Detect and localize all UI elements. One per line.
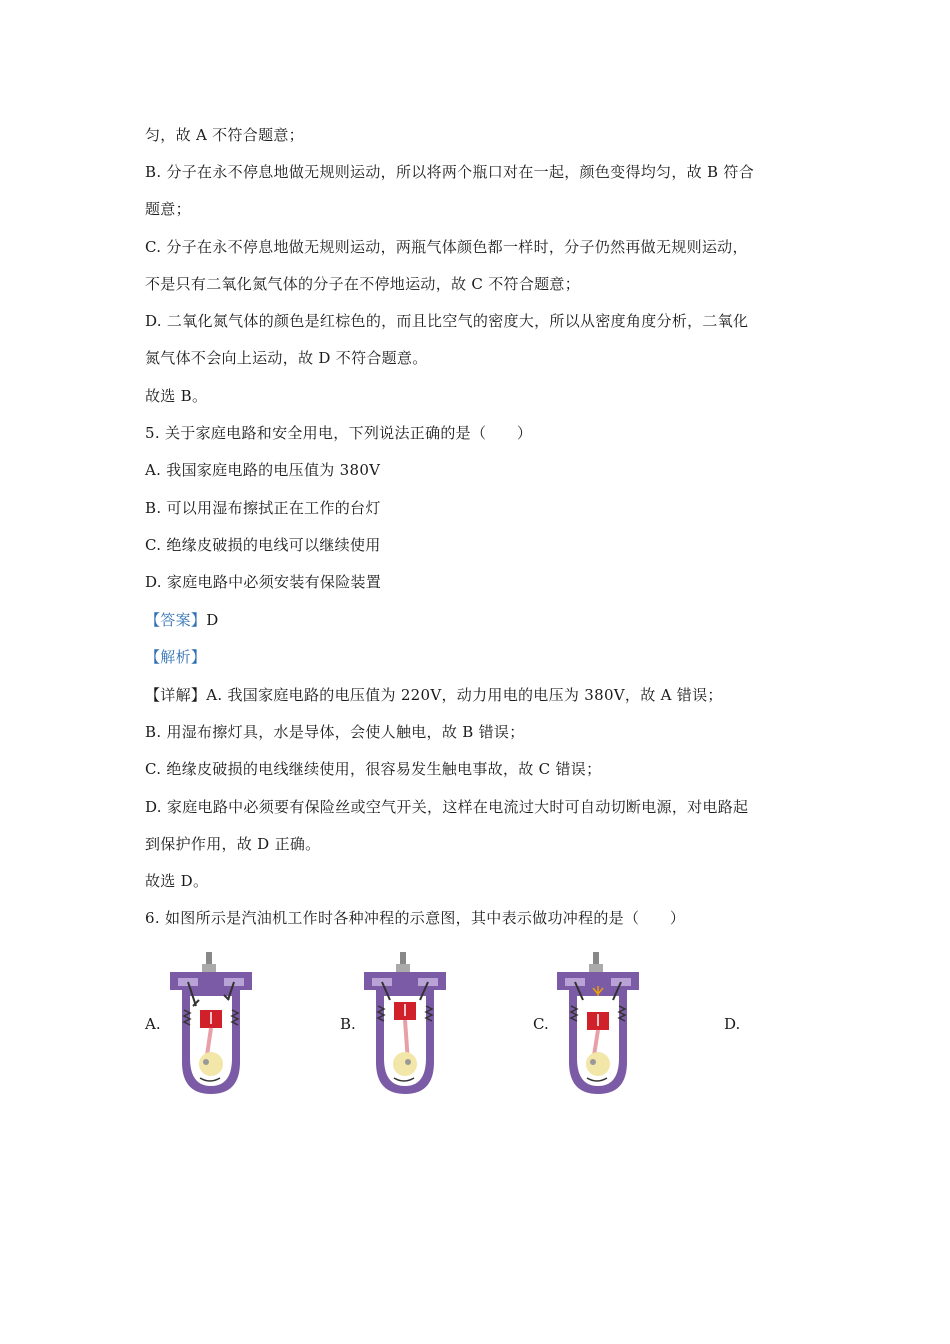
text-line: D. 二氧化氮气体的颜色是红棕色的，而且比空气的密度大，所以从密度角度分析，二氧化 (145, 312, 749, 330)
detail-line (145, 685, 723, 705)
question-5-option-b: B. 可以用湿布擦拭正在工作的台灯 (145, 499, 381, 517)
detail-text: A. 我国家庭电路的电压值为 220V，动力用电的电压为 380V，故 A 错误； (206, 686, 723, 704)
text-line: 题意； (145, 200, 191, 218)
analysis-tag: 【解析】 (145, 648, 207, 666)
question-5-option-d: D. 家庭电路中必须安装有保险装置 (145, 573, 382, 591)
text-line: B. 分子在永不停息地做无规则运动，所以将两个瓶口对在一起，颜色变得均匀，故 B 符合 (145, 163, 755, 181)
question-6-stem: 6. 如图所示是汽油机工作时各种冲程的示意图，其中表示做功冲程的是（ ） (145, 909, 686, 927)
engine-diagram-a (166, 950, 256, 1100)
text-line: 故选 B。 (145, 387, 208, 405)
text-line: 氮气体不会向上运动，故 D 不符合题意。 (145, 349, 428, 367)
text-line: 匀，故 A 不符合题意； (145, 126, 304, 144)
question-5-option-c: C. 绝缘皮破损的电线可以继续使用 (145, 536, 381, 554)
text-line: C. 分子在永不停息地做无规则运动，两瓶气体颜色都一样时，分子仍然再做无规则运动， (145, 238, 748, 256)
question-5-stem: 5. 关于家庭电路和安全用电，下列说法正确的是（ ） (145, 424, 533, 442)
question-5-option-a: A. 我国家庭电路的电压值为 380V (145, 461, 381, 479)
option-label-a: A. (145, 1015, 161, 1033)
engine-diagram-b (360, 950, 450, 1100)
detail-line: 到保护作用，故 D 正确。 (145, 835, 321, 853)
detail-line: B. 用湿布擦灯具，水是导体，会使人触电，故 B 错误； (145, 723, 525, 741)
option-label-c: C. (533, 1015, 549, 1033)
answer-tag: 【答案】 (145, 611, 207, 629)
detail-tag: 【详解】 (145, 686, 207, 704)
answer-line (145, 610, 219, 630)
option-label-d: D. (724, 1015, 741, 1033)
answer-value: D (206, 611, 219, 629)
detail-line: D. 家庭电路中必须要有保险丝或空气开关，这样在电流过大时可自动切断电源，对电路起 (145, 798, 749, 816)
detail-line: C. 绝缘皮破损的电线继续使用，很容易发生触电事故，故 C 错误； (145, 760, 602, 778)
engine-diagram-c (553, 950, 643, 1100)
text-line: 不是只有二氧化氮气体的分子在不停地运动，故 C 不符合题意； (145, 275, 581, 293)
detail-line: 故选 D。 (145, 872, 209, 890)
option-label-b: B. (340, 1015, 356, 1033)
